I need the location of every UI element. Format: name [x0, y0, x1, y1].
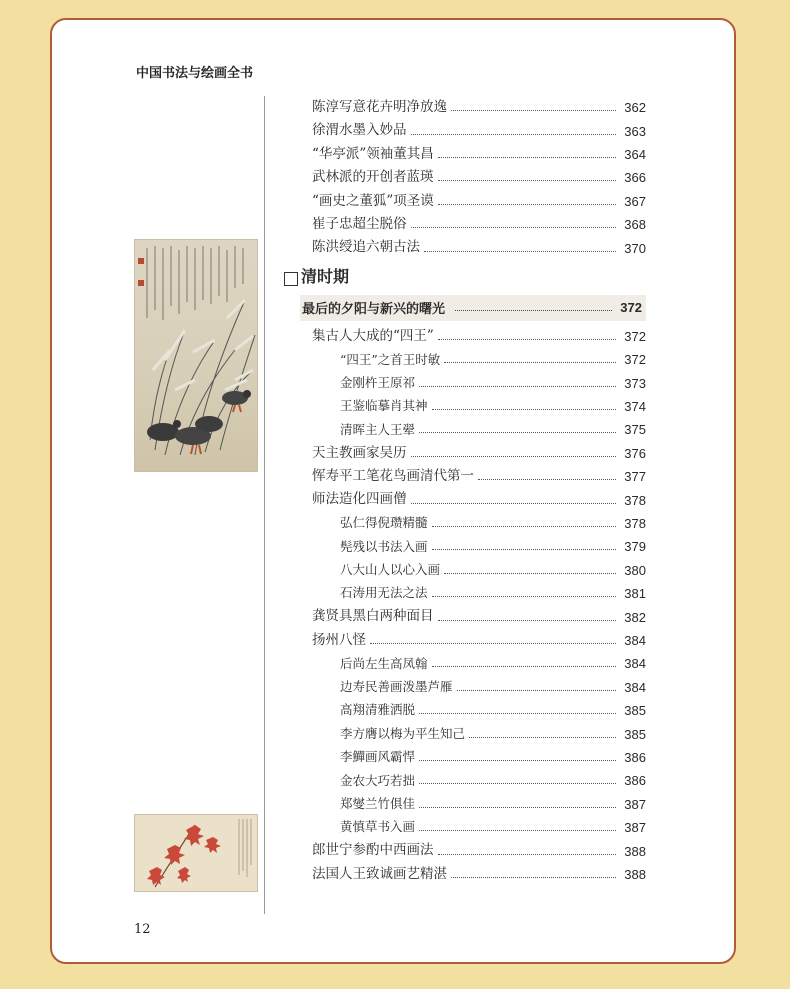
toc-entry-page: 384 [624, 633, 646, 648]
section-heading[interactable] [300, 295, 646, 321]
toc-entry-page: 378 [624, 516, 646, 532]
toc-entry-page: 386 [624, 749, 646, 765]
toc-entry[interactable] [310, 143, 646, 166]
toc-entry-page: 381 [624, 586, 646, 602]
toc-entry-page: 372 [624, 328, 646, 344]
toc-entry-page: 384 [624, 656, 646, 672]
toc-entry-page: 377 [624, 469, 646, 485]
toc-entry[interactable] [310, 746, 646, 769]
toc-entry-title: 石涛用无法之法 [340, 585, 428, 601]
dot-leader [411, 227, 617, 228]
toc-entry-title: 陈洪绶追六朝古法 [312, 239, 420, 256]
toc-entry-page: 362 [624, 100, 646, 116]
dot-leader [444, 362, 616, 363]
toc-top-list [310, 96, 646, 260]
toc-entry-page: 374 [624, 399, 646, 415]
toc-entry[interactable] [310, 769, 646, 792]
toc-entry-title: 恽寿平工笔花鸟画清代第一 [312, 468, 474, 485]
toc-entry-title: 边寿民善画泼墨芦雁 [340, 679, 453, 695]
toc-entry-title: 崔子忠超尘脱俗 [312, 215, 407, 232]
checkbox-square-icon [284, 272, 298, 286]
dot-leader [451, 877, 616, 878]
toc-entry-page: 373 [624, 375, 646, 391]
toc-entry[interactable] [310, 348, 646, 371]
toc-entry-title: 髡残以书法入画 [340, 538, 428, 554]
dot-leader [432, 549, 616, 550]
dot-leader [438, 620, 617, 621]
toc-entry-page: 372 [624, 352, 646, 368]
toc-entry[interactable] [310, 395, 646, 418]
red-maple-painting [134, 814, 258, 892]
toc-entry[interactable] [310, 166, 646, 189]
toc-entry-title: 郎世宁参酌中西画法 [312, 842, 434, 859]
toc-entry-page: 387 [624, 820, 646, 836]
dot-leader [438, 157, 616, 158]
part-heading-label: 清时期 [301, 266, 350, 286]
toc-entry-title: “画史之董狐”项圣谟 [312, 192, 434, 209]
toc-entry[interactable] [310, 418, 646, 441]
toc-entry[interactable] [310, 652, 646, 675]
toc-entry[interactable] [310, 605, 646, 628]
dot-leader [411, 134, 617, 135]
toc-entry[interactable] [310, 839, 646, 862]
toc-entry-page: 368 [624, 217, 646, 233]
toc-entry-title: 高翔清雅洒脱 [340, 702, 416, 718]
toc-entry[interactable] [310, 465, 646, 488]
toc-entry-page: 387 [624, 796, 646, 812]
toc-entry-page: 370 [624, 240, 646, 256]
dot-leader [419, 713, 616, 714]
section-page: 372 [620, 300, 642, 316]
toc-entry-title: 郑燮兰竹俱佳 [340, 795, 416, 811]
toc-entry-page: 379 [624, 539, 646, 555]
toc-entry[interactable] [310, 559, 646, 582]
toc-entry-title: 师法造化四画僧 [312, 491, 407, 508]
toc-entry-title: “华亭派”领袖董其昌 [312, 145, 434, 162]
toc-entry[interactable] [310, 488, 646, 511]
toc-entry[interactable] [310, 793, 646, 816]
toc-entry-title: 徐渭水墨入妙品 [312, 122, 407, 139]
toc-entry[interactable] [310, 816, 646, 839]
dot-leader [432, 409, 616, 410]
toc-entry-title: “四王”之首王时敏 [340, 351, 441, 367]
dot-leader [424, 251, 616, 252]
toc-entry[interactable] [310, 442, 646, 465]
toc-entry-title: 集古人大成的“四王” [312, 327, 434, 344]
toc-entry-title: 后尚左生高凤翰 [340, 655, 428, 671]
toc-entry-page: 385 [624, 726, 646, 742]
dot-leader [419, 830, 616, 831]
toc-entry[interactable] [310, 582, 646, 605]
dot-leader [444, 573, 616, 574]
toc-entry[interactable] [310, 119, 646, 142]
toc-entry-title: 李方膺以梅为平生知己 [340, 725, 466, 741]
toc-entry[interactable] [310, 512, 646, 535]
toc-entry-page: 388 [624, 866, 646, 882]
toc-entry-title: 金刚杵王原祁 [340, 374, 416, 390]
dot-leader [370, 643, 616, 644]
toc-entry-page: 376 [624, 445, 646, 461]
part-heading[interactable] [284, 260, 620, 293]
toc-entry-page: 384 [624, 679, 646, 695]
toc-entry[interactable] [310, 676, 646, 699]
toc-entry-title: 扬州八怪 [312, 631, 366, 648]
dot-leader [451, 110, 616, 111]
toc-entry-page: 364 [624, 146, 646, 162]
toc-entry-title: 八大山人以心入画 [340, 562, 441, 578]
toc-entry-page: 366 [624, 170, 646, 186]
toc-entry-page: 378 [624, 492, 646, 508]
section-title: 最后的夕阳与新兴的曙光 [302, 301, 446, 317]
dot-leader [419, 807, 616, 808]
toc-entry-page: 382 [624, 609, 646, 625]
page-number: 12 [134, 922, 151, 937]
dot-leader [432, 526, 616, 527]
toc-entry[interactable] [310, 372, 646, 395]
maple-illustration [135, 815, 257, 891]
dot-leader [419, 760, 616, 761]
toc-entry-title: 金农大巧若拙 [340, 772, 416, 788]
table-of-contents [301, 96, 646, 886]
toc-entry[interactable] [310, 325, 646, 348]
toc-entry-title: 法国人王致诚画艺精湛 [312, 865, 447, 882]
toc-entry-page: 380 [624, 562, 646, 578]
toc-entry-title: 王鉴临摹肖其神 [340, 398, 428, 414]
dot-leader [432, 596, 616, 597]
dot-leader [411, 456, 617, 457]
column-divider [264, 96, 265, 914]
dot-leader [469, 737, 616, 738]
dot-leader [438, 180, 617, 181]
toc-entry[interactable] [310, 699, 646, 722]
dot-leader [419, 432, 616, 433]
dot-leader [438, 204, 616, 205]
toc-entry[interactable] [310, 535, 646, 558]
toc-entry[interactable] [310, 96, 646, 119]
dot-leader [419, 386, 616, 387]
toc-entry-title: 武林派的开创者蓝瑛 [312, 169, 434, 186]
toc-entry-title: 清晖主人王翚 [340, 421, 416, 437]
toc-entry-page: 385 [624, 703, 646, 719]
toc-entry-title: 龚贤具黑白两种面目 [312, 608, 434, 625]
toc-entry-title: 陈淳写意花卉明净放逸 [312, 98, 447, 115]
toc-entry-page: 386 [624, 773, 646, 789]
toc-entry-page: 375 [624, 422, 646, 438]
geese-reed-illustration [135, 240, 257, 471]
toc-entry-title: 黄慎草书入画 [340, 819, 416, 835]
toc-entry-title: 天主教画家吴历 [312, 444, 407, 461]
dot-leader [478, 479, 616, 480]
toc-entry[interactable] [310, 629, 646, 652]
running-header: 中国书法与绘画全书 [136, 66, 254, 81]
dot-leader [432, 666, 616, 667]
toc-entry-page: 388 [624, 843, 646, 859]
dot-leader [457, 690, 616, 691]
book-page [50, 18, 736, 964]
dot-leader [438, 854, 617, 855]
toc-entry[interactable] [310, 863, 646, 886]
toc-entry-page: 367 [624, 193, 646, 209]
toc-entry-title: 李鱓画风霸悍 [340, 749, 416, 765]
dot-leader [438, 339, 616, 340]
toc-entry-page: 363 [624, 123, 646, 139]
toc-entry[interactable] [310, 236, 646, 259]
dot-leader [455, 310, 612, 311]
geese-reed-painting [134, 239, 258, 472]
toc-entry-title: 弘仁得倪瓒精髓 [340, 515, 428, 531]
toc-entry[interactable] [310, 722, 646, 745]
toc-entry[interactable] [310, 213, 646, 236]
toc-bottom-list [310, 325, 646, 886]
toc-entry[interactable] [310, 190, 646, 213]
dot-leader [419, 783, 616, 784]
dot-leader [411, 503, 617, 504]
